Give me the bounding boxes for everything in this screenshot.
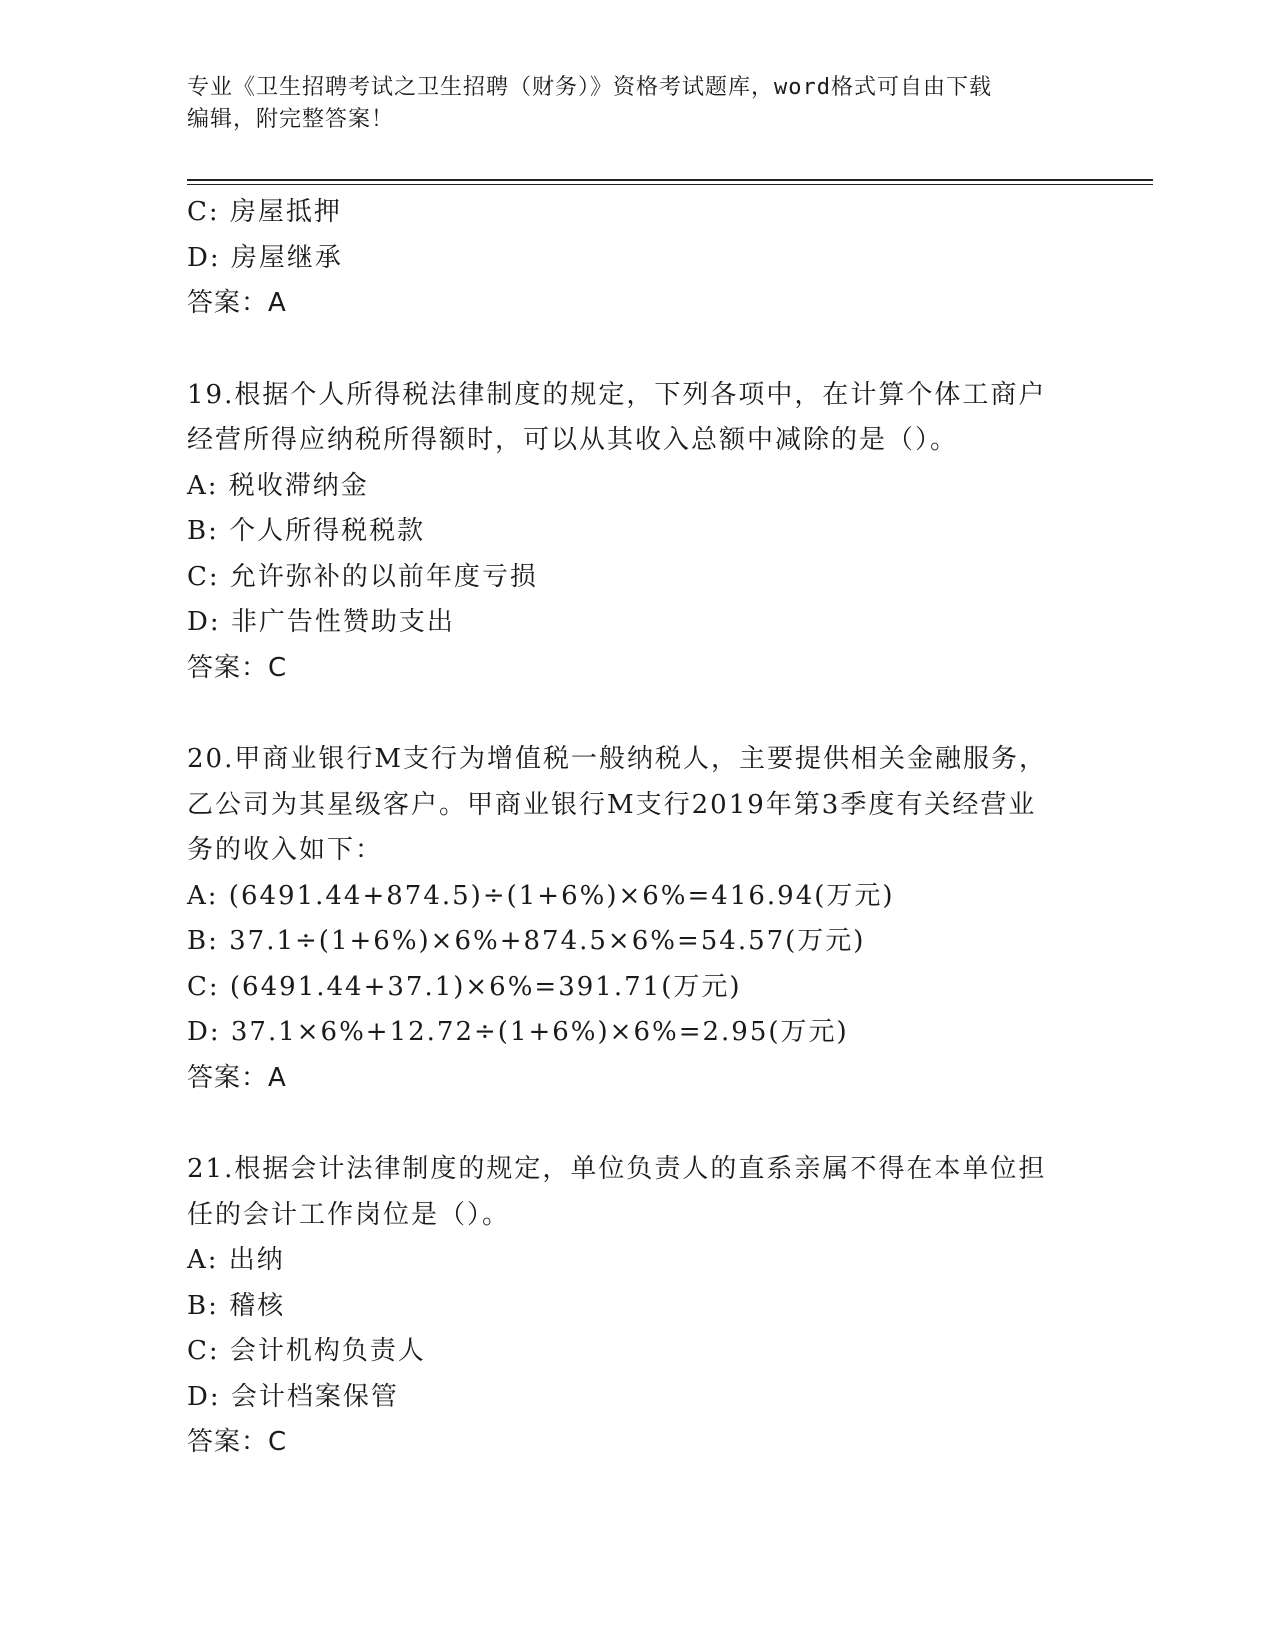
option-b: B: 个人所得税税款 (187, 516, 426, 546)
option-d: D: 37.1×6%+12.72÷(1+6%)×6%=2.95(万元) (187, 1017, 849, 1047)
question-21 (187, 1147, 1087, 1466)
question-text-line: 乙公司为其星级客户。甲商业银行M支行2019年第3季度有关经营业 (187, 789, 1037, 820)
question-20 (187, 737, 1087, 1101)
option-c: C: (6491.44+37.1)×6%=391.71(万元) (187, 971, 742, 1002)
answer: 答案：A (187, 288, 287, 318)
question-text-line: 务的收入如下： (187, 835, 384, 865)
answer: 答案：C (187, 1427, 288, 1457)
header-rule-thin (187, 184, 1153, 185)
option-c: C: 房屋抵押 (187, 197, 342, 227)
option-c: C: 会计机构负责人 (187, 1336, 426, 1366)
question-text-line: 21.根据会计法律制度的规定，单位负责人的直系亲属不得在本单位担 (187, 1154, 1047, 1184)
question-text-line: 经营所得应纳税所得额时，可以从其收入总额中减除的是（）。 (187, 425, 959, 455)
option-a: A: 税收滞纳金 (187, 470, 369, 501)
option-d: D: 房屋继承 (187, 242, 343, 273)
option-a: A: (6491.44+874.5)÷(1+6%)×6%=416.94(万元) (187, 880, 895, 911)
option-d: D: 会计档案保管 (187, 1381, 399, 1412)
question-text-line: 19.根据个人所得税法律制度的规定，下列各项中，在计算个体工商户 (187, 379, 1047, 410)
answer: 答案：C (187, 652, 288, 683)
question-18-tail (187, 190, 1087, 327)
question-19 (187, 373, 1087, 692)
option-a: A: 出纳 (187, 1245, 285, 1275)
question-text-line: 任的会计工作岗位是（）。 (187, 1199, 511, 1230)
option-b: B: 37.1÷(1+6%)×6%+874.5×6%=54.57(万元) (187, 926, 866, 956)
answer: 答案：A (187, 1062, 287, 1093)
header-rule-thick (187, 179, 1153, 181)
option-c: C: 允许弥补的以前年度亏损 (187, 561, 538, 592)
question-text-line: 20.甲商业银行M支行为增值税一般纳税人，主要提供相关金融服务， (187, 744, 1047, 774)
header-line-2: 编辑，附完整答案！ (187, 107, 395, 132)
question-list (187, 190, 1087, 1466)
header-line-1: 专业《卫生招聘考试之卫生招聘（财务）》资格考试题库，word格式可自由下载 (187, 75, 992, 100)
document-header (187, 72, 1087, 136)
option-b: B: 稽核 (187, 1290, 286, 1321)
option-d: D: 非广告性赞助支出 (187, 607, 455, 637)
